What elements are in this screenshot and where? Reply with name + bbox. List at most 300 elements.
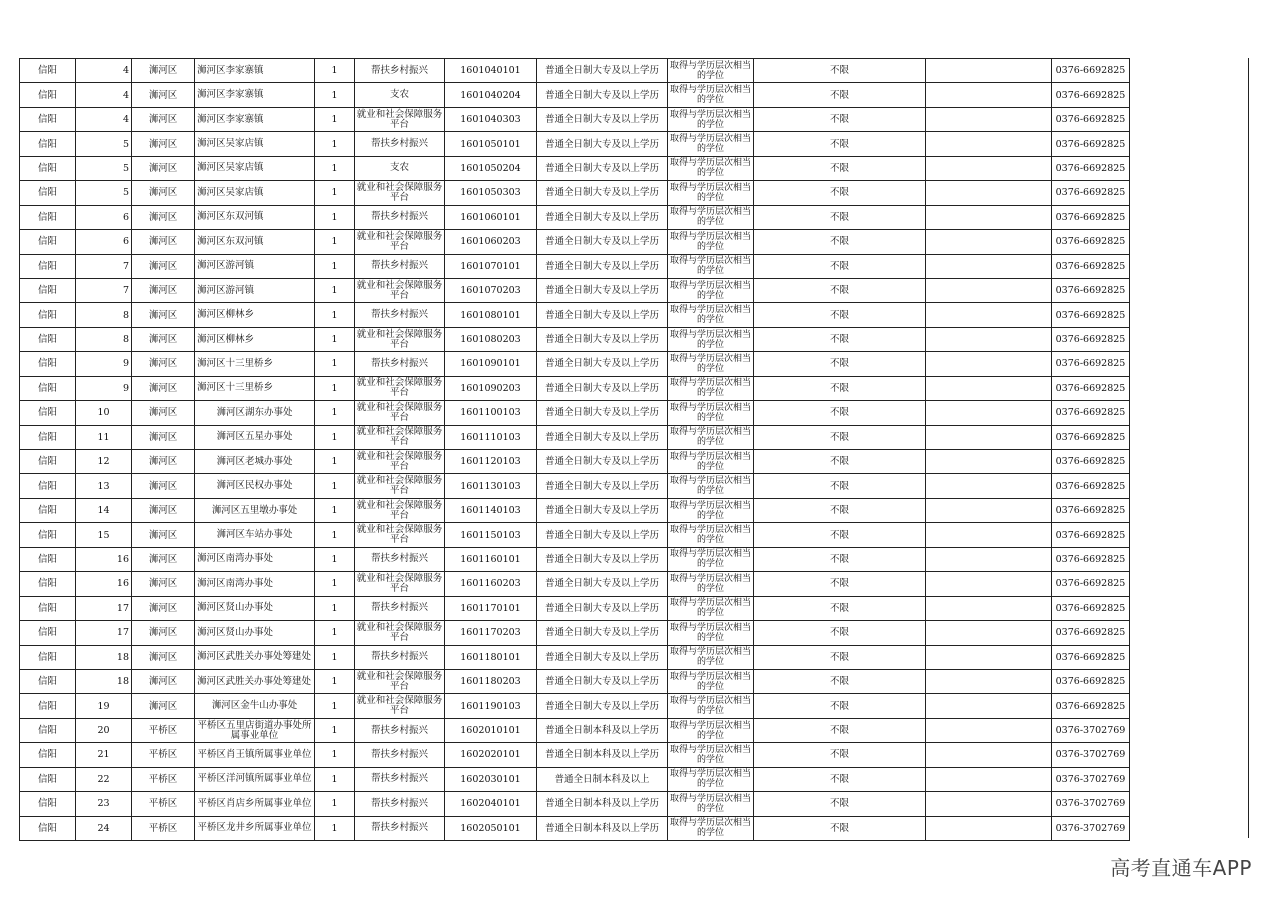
cell-serial: 17: [76, 596, 132, 620]
cell-city: 信阳: [20, 767, 76, 791]
cell-major: 不限: [754, 547, 926, 571]
cell-city: 信阳: [20, 376, 76, 400]
cell-headcount: 1: [315, 450, 355, 474]
cell-post: 就业和社会保障服务平台: [355, 474, 445, 498]
cell-headcount: 1: [315, 816, 355, 840]
cell-degree: 取得与学历层次相当的学位: [668, 303, 754, 327]
cell-post-code: 1601100103: [445, 401, 537, 425]
cell-post-code: 1601060101: [445, 205, 537, 229]
cell-headcount: 1: [315, 572, 355, 596]
cell-unit: 平桥区肖王镇所属事业单位: [195, 743, 315, 767]
cell-phone: 0376-6692825: [1052, 572, 1130, 596]
cell-degree: 取得与学历层次相当的学位: [668, 474, 754, 498]
cell-city: 信阳: [20, 743, 76, 767]
table-body: [20, 59, 1130, 841]
cell-post-code: 1601160101: [445, 547, 537, 571]
cell-other: [926, 718, 1052, 742]
cell-education: 普通全日制大专及以上学历: [537, 645, 668, 669]
cell-serial: 12: [76, 450, 132, 474]
cell-education: 普通全日制大专及以上学历: [537, 327, 668, 351]
cell-serial: 8: [76, 303, 132, 327]
cell-district: 浉河区: [132, 621, 195, 645]
table-row: [20, 278, 1130, 302]
cell-phone: 0376-6692825: [1052, 254, 1130, 278]
cell-district: 平桥区: [132, 816, 195, 840]
cell-post: 就业和社会保障服务平台: [355, 107, 445, 131]
table-row: [20, 792, 1130, 816]
cell-city: 信阳: [20, 156, 76, 180]
cell-post-code: 1601150103: [445, 523, 537, 547]
table-row: [20, 718, 1130, 742]
cell-education: 普通全日制本科及以上学历: [537, 743, 668, 767]
cell-phone: 0376-6692825: [1052, 132, 1130, 156]
cell-post-code: 1601090101: [445, 352, 537, 376]
cell-post-code: 1601080203: [445, 327, 537, 351]
cell-major: 不限: [754, 327, 926, 351]
cell-district: 浉河区: [132, 523, 195, 547]
table-row: [20, 645, 1130, 669]
cell-education: 普通全日制大专及以上学历: [537, 303, 668, 327]
cell-major: 不限: [754, 816, 926, 840]
cell-post: 帮扶乡村振兴: [355, 792, 445, 816]
cell-city: 信阳: [20, 425, 76, 449]
cell-district: 浉河区: [132, 254, 195, 278]
cell-headcount: 1: [315, 230, 355, 254]
cell-post-code: 1602040101: [445, 792, 537, 816]
cell-city: 信阳: [20, 107, 76, 131]
cell-other: [926, 425, 1052, 449]
cell-post: 帮扶乡村振兴: [355, 352, 445, 376]
cell-post-code: 1601170101: [445, 596, 537, 620]
cell-district: 浉河区: [132, 278, 195, 302]
cell-phone: 0376-6692825: [1052, 621, 1130, 645]
cell-phone: 0376-6692825: [1052, 205, 1130, 229]
cell-education: 普通全日制大专及以上学历: [537, 669, 668, 693]
cell-major: 不限: [754, 621, 926, 645]
cell-serial: 11: [76, 425, 132, 449]
cell-major: 不限: [754, 596, 926, 620]
table-row: [20, 694, 1130, 718]
cell-district: 浉河区: [132, 376, 195, 400]
cell-district: 浉河区: [132, 352, 195, 376]
cell-other: [926, 474, 1052, 498]
cell-degree: 取得与学历层次相当的学位: [668, 450, 754, 474]
cell-serial: 8: [76, 327, 132, 351]
cell-district: 浉河区: [132, 83, 195, 107]
cell-education: 普通全日制大专及以上学历: [537, 450, 668, 474]
cell-headcount: 1: [315, 107, 355, 131]
cell-unit: 浉河区车站办事处: [195, 523, 315, 547]
table-row: [20, 498, 1130, 522]
table-row: [20, 523, 1130, 547]
cell-serial: 5: [76, 181, 132, 205]
job-position-table: [19, 58, 1130, 841]
table-row: [20, 621, 1130, 645]
cell-city: 信阳: [20, 254, 76, 278]
cell-headcount: 1: [315, 181, 355, 205]
cell-phone: 0376-6692825: [1052, 327, 1130, 351]
cell-headcount: 1: [315, 327, 355, 351]
cell-education: 普通全日制本科及以上学历: [537, 718, 668, 742]
cell-other: [926, 547, 1052, 571]
cell-headcount: 1: [315, 278, 355, 302]
cell-post-code: 1602020101: [445, 743, 537, 767]
table-row: [20, 132, 1130, 156]
cell-unit: 浉河区五星办事处: [195, 425, 315, 449]
cell-unit: 浉河区游河镇: [195, 278, 315, 302]
cell-serial: 5: [76, 132, 132, 156]
cell-serial: 16: [76, 572, 132, 596]
table-row: [20, 376, 1130, 400]
cell-unit: 平桥区龙井乡所属事业单位: [195, 816, 315, 840]
cell-other: [926, 376, 1052, 400]
cell-education: 普通全日制本科及以上学历: [537, 792, 668, 816]
cell-education: 普通全日制大专及以上学历: [537, 621, 668, 645]
cell-phone: 0376-6692825: [1052, 547, 1130, 571]
cell-post-code: 1601160203: [445, 572, 537, 596]
cell-unit: 平桥区五里店街道办事处所属事业单位: [195, 718, 315, 742]
cell-degree: 取得与学历层次相当的学位: [668, 425, 754, 449]
cell-education: 普通全日制大专及以上学历: [537, 352, 668, 376]
cell-district: 平桥区: [132, 767, 195, 791]
cell-district: 浉河区: [132, 205, 195, 229]
table-row: [20, 83, 1130, 107]
cell-unit: 浉河区东双河镇: [195, 230, 315, 254]
cell-unit: 浉河区武胜关办事处筹建处: [195, 669, 315, 693]
cell-phone: 0376-6692825: [1052, 156, 1130, 180]
cell-headcount: 1: [315, 254, 355, 278]
cell-headcount: 1: [315, 59, 355, 83]
cell-post: 帮扶乡村振兴: [355, 743, 445, 767]
cell-education: 普通全日制大专及以上学历: [537, 523, 668, 547]
cell-major: 不限: [754, 205, 926, 229]
cell-post: 帮扶乡村振兴: [355, 132, 445, 156]
cell-major: 不限: [754, 425, 926, 449]
cell-other: [926, 303, 1052, 327]
cell-serial: 6: [76, 230, 132, 254]
table-row: [20, 303, 1130, 327]
cell-headcount: 1: [315, 621, 355, 645]
cell-city: 信阳: [20, 792, 76, 816]
cell-degree: 取得与学历层次相当的学位: [668, 792, 754, 816]
cell-post-code: 1601110103: [445, 425, 537, 449]
cell-headcount: 1: [315, 425, 355, 449]
cell-education: 普通全日制大专及以上学历: [537, 498, 668, 522]
cell-post: 帮扶乡村振兴: [355, 59, 445, 83]
cell-post: 支农: [355, 83, 445, 107]
cell-other: [926, 498, 1052, 522]
cell-degree: 取得与学历层次相当的学位: [668, 376, 754, 400]
cell-post: 就业和社会保障服务平台: [355, 669, 445, 693]
table-row: [20, 205, 1130, 229]
cell-major: 不限: [754, 83, 926, 107]
cell-major: 不限: [754, 718, 926, 742]
table-row: [20, 254, 1130, 278]
table-row: [20, 669, 1130, 693]
cell-phone: 0376-6692825: [1052, 401, 1130, 425]
cell-serial: 4: [76, 107, 132, 131]
cell-headcount: 1: [315, 205, 355, 229]
cell-city: 信阳: [20, 230, 76, 254]
cell-serial: 15: [76, 523, 132, 547]
cell-unit: 浉河区湖东办事处: [195, 401, 315, 425]
cell-city: 信阳: [20, 401, 76, 425]
cell-other: [926, 327, 1052, 351]
cell-unit: 浉河区吴家店镇: [195, 132, 315, 156]
cell-other: [926, 278, 1052, 302]
table-row: [20, 425, 1130, 449]
cell-post: 就业和社会保障服务平台: [355, 694, 445, 718]
cell-degree: 取得与学历层次相当的学位: [668, 572, 754, 596]
cell-district: 浉河区: [132, 156, 195, 180]
cell-post-code: 1601120103: [445, 450, 537, 474]
cell-phone: 0376-6692825: [1052, 523, 1130, 547]
cell-unit: 浉河区李家寨镇: [195, 59, 315, 83]
cell-district: 浉河区: [132, 669, 195, 693]
cell-degree: 取得与学历层次相当的学位: [668, 669, 754, 693]
cell-major: 不限: [754, 669, 926, 693]
cell-headcount: 1: [315, 498, 355, 522]
cell-other: [926, 205, 1052, 229]
cell-headcount: 1: [315, 596, 355, 620]
cell-unit: 浉河区南湾办事处: [195, 572, 315, 596]
cell-major: 不限: [754, 181, 926, 205]
cell-post: 就业和社会保障服务平台: [355, 230, 445, 254]
cell-education: 普通全日制大专及以上学历: [537, 694, 668, 718]
cell-serial: 4: [76, 83, 132, 107]
cell-post-code: 1602010101: [445, 718, 537, 742]
cell-other: [926, 743, 1052, 767]
cell-education: 普通全日制大专及以上学历: [537, 59, 668, 83]
cell-phone: 0376-6692825: [1052, 303, 1130, 327]
cell-other: [926, 181, 1052, 205]
cell-district: 浉河区: [132, 572, 195, 596]
cell-major: 不限: [754, 792, 926, 816]
cell-unit: 浉河区游河镇: [195, 254, 315, 278]
table-row: [20, 450, 1130, 474]
cell-post-code: 1601090203: [445, 376, 537, 400]
cell-post-code: 1601140103: [445, 498, 537, 522]
cell-other: [926, 450, 1052, 474]
cell-phone: 0376-3702769: [1052, 767, 1130, 791]
cell-post-code: 1601060203: [445, 230, 537, 254]
cell-city: 信阳: [20, 303, 76, 327]
cell-education: 普通全日制大专及以上学历: [537, 132, 668, 156]
cell-city: 信阳: [20, 278, 76, 302]
cell-other: [926, 669, 1052, 693]
cell-phone: 0376-3702769: [1052, 718, 1130, 742]
cell-education: 普通全日制大专及以上学历: [537, 547, 668, 571]
cell-degree: 取得与学历层次相当的学位: [668, 694, 754, 718]
cell-serial: 14: [76, 498, 132, 522]
cell-unit: 平桥区肖店乡所属事业单位: [195, 792, 315, 816]
cell-post: 就业和社会保障服务平台: [355, 278, 445, 302]
cell-education: 普通全日制大专及以上学历: [537, 474, 668, 498]
cell-other: [926, 621, 1052, 645]
cell-phone: 0376-6692825: [1052, 645, 1130, 669]
cell-unit: 平桥区洋河镇所属事业单位: [195, 767, 315, 791]
cell-major: 不限: [754, 450, 926, 474]
table-row: [20, 181, 1130, 205]
cell-post-code: 1601070203: [445, 278, 537, 302]
cell-major: 不限: [754, 572, 926, 596]
cell-degree: 取得与学历层次相当的学位: [668, 547, 754, 571]
cell-major: 不限: [754, 107, 926, 131]
cell-city: 信阳: [20, 352, 76, 376]
cell-phone: 0376-6692825: [1052, 107, 1130, 131]
cell-city: 信阳: [20, 596, 76, 620]
cell-unit: 浉河区东双河镇: [195, 205, 315, 229]
cell-headcount: 1: [315, 523, 355, 547]
cell-degree: 取得与学历层次相当的学位: [668, 181, 754, 205]
cell-city: 信阳: [20, 547, 76, 571]
cell-headcount: 1: [315, 401, 355, 425]
cell-post-code: 1601180101: [445, 645, 537, 669]
cell-other: [926, 596, 1052, 620]
cell-unit: 浉河区武胜关办事处筹建处: [195, 645, 315, 669]
cell-education: 普通全日制大专及以上学历: [537, 376, 668, 400]
cell-phone: 0376-6692825: [1052, 596, 1130, 620]
cell-degree: 取得与学历层次相当的学位: [668, 523, 754, 547]
cell-degree: 取得与学历层次相当的学位: [668, 743, 754, 767]
cell-headcount: 1: [315, 743, 355, 767]
cell-city: 信阳: [20, 669, 76, 693]
table-row: [20, 767, 1130, 791]
cell-headcount: 1: [315, 156, 355, 180]
cell-post-code: 1601190103: [445, 694, 537, 718]
cell-city: 信阳: [20, 498, 76, 522]
table-row: [20, 743, 1130, 767]
cell-district: 平桥区: [132, 792, 195, 816]
cell-degree: 取得与学历层次相当的学位: [668, 718, 754, 742]
cell-headcount: 1: [315, 547, 355, 571]
cell-headcount: 1: [315, 669, 355, 693]
cell-city: 信阳: [20, 205, 76, 229]
cell-headcount: 1: [315, 792, 355, 816]
cell-city: 信阳: [20, 816, 76, 840]
cell-post: 就业和社会保障服务平台: [355, 327, 445, 351]
cell-post-code: 1601070101: [445, 254, 537, 278]
cell-district: 浉河区: [132, 107, 195, 131]
cell-phone: 0376-6692825: [1052, 694, 1130, 718]
cell-education: 普通全日制大专及以上学历: [537, 83, 668, 107]
table-row: [20, 596, 1130, 620]
cell-phone: 0376-6692825: [1052, 83, 1130, 107]
cell-education: 普通全日制本科及以上学历: [537, 816, 668, 840]
cell-serial: 21: [76, 743, 132, 767]
cell-degree: 取得与学历层次相当的学位: [668, 59, 754, 83]
cell-district: 浉河区: [132, 547, 195, 571]
cell-unit: 浉河区老城办事处: [195, 450, 315, 474]
cell-serial: 20: [76, 718, 132, 742]
cell-serial: 13: [76, 474, 132, 498]
cell-education: 普通全日制大专及以上学历: [537, 278, 668, 302]
cell-post: 帮扶乡村振兴: [355, 816, 445, 840]
cell-degree: 取得与学历层次相当的学位: [668, 205, 754, 229]
cell-phone: 0376-6692825: [1052, 278, 1130, 302]
cell-post: 就业和社会保障服务平台: [355, 621, 445, 645]
cell-unit: 浉河区李家寨镇: [195, 107, 315, 131]
app-watermark: 高考直通车APP: [1110, 856, 1252, 880]
cell-major: 不限: [754, 767, 926, 791]
cell-other: [926, 645, 1052, 669]
cell-post-code: 1601130103: [445, 474, 537, 498]
cell-other: [926, 230, 1052, 254]
cell-serial: 22: [76, 767, 132, 791]
cell-unit: 浉河区柳林乡: [195, 327, 315, 351]
cell-headcount: 1: [315, 303, 355, 327]
cell-district: 浉河区: [132, 474, 195, 498]
cell-other: [926, 352, 1052, 376]
cell-unit: 浉河区五里墩办事处: [195, 498, 315, 522]
cell-unit: 浉河区吴家店镇: [195, 156, 315, 180]
cell-major: 不限: [754, 230, 926, 254]
cell-unit: 浉河区贤山办事处: [195, 621, 315, 645]
cell-education: 普通全日制大专及以上学历: [537, 205, 668, 229]
cell-degree: 取得与学历层次相当的学位: [668, 498, 754, 522]
cell-post: 帮扶乡村振兴: [355, 596, 445, 620]
cell-degree: 取得与学历层次相当的学位: [668, 278, 754, 302]
cell-headcount: 1: [315, 694, 355, 718]
cell-city: 信阳: [20, 132, 76, 156]
cell-education: 普通全日制大专及以上学历: [537, 572, 668, 596]
cell-district: 浉河区: [132, 645, 195, 669]
cell-headcount: 1: [315, 645, 355, 669]
cell-other: [926, 694, 1052, 718]
cell-post-code: 1601050101: [445, 132, 537, 156]
cell-phone: 0376-6692825: [1052, 230, 1130, 254]
cell-degree: 取得与学历层次相当的学位: [668, 767, 754, 791]
cell-district: 浉河区: [132, 596, 195, 620]
cell-serial: 7: [76, 278, 132, 302]
cell-education: 普通全日制大专及以上学历: [537, 107, 668, 131]
cell-degree: 取得与学历层次相当的学位: [668, 645, 754, 669]
cell-phone: 0376-6692825: [1052, 669, 1130, 693]
cell-other: [926, 767, 1052, 791]
cell-phone: 0376-3702769: [1052, 792, 1130, 816]
cell-city: 信阳: [20, 572, 76, 596]
cell-serial: 7: [76, 254, 132, 278]
cell-other: [926, 59, 1052, 83]
cell-post: 帮扶乡村振兴: [355, 303, 445, 327]
cell-phone: 0376-3702769: [1052, 743, 1130, 767]
cell-unit: 浉河区南湾办事处: [195, 547, 315, 571]
cell-serial: 16: [76, 547, 132, 571]
cell-district: 平桥区: [132, 743, 195, 767]
cell-phone: 0376-6692825: [1052, 181, 1130, 205]
cell-education: 普通全日制大专及以上学历: [537, 181, 668, 205]
cell-major: 不限: [754, 278, 926, 302]
cell-degree: 取得与学历层次相当的学位: [668, 254, 754, 278]
cell-education: 普通全日制大专及以上学历: [537, 596, 668, 620]
cell-education: 普通全日制大专及以上学历: [537, 425, 668, 449]
cell-serial: 4: [76, 59, 132, 83]
cell-headcount: 1: [315, 718, 355, 742]
cell-other: [926, 132, 1052, 156]
cell-district: 浉河区: [132, 303, 195, 327]
cell-city: 信阳: [20, 181, 76, 205]
cell-city: 信阳: [20, 645, 76, 669]
cell-other: [926, 792, 1052, 816]
cell-post-code: 1601040101: [445, 59, 537, 83]
cell-other: [926, 523, 1052, 547]
table-row: [20, 156, 1130, 180]
cell-post-code: 1601080101: [445, 303, 537, 327]
cell-major: 不限: [754, 303, 926, 327]
cell-major: 不限: [754, 474, 926, 498]
cell-city: 信阳: [20, 83, 76, 107]
cell-district: 浉河区: [132, 327, 195, 351]
